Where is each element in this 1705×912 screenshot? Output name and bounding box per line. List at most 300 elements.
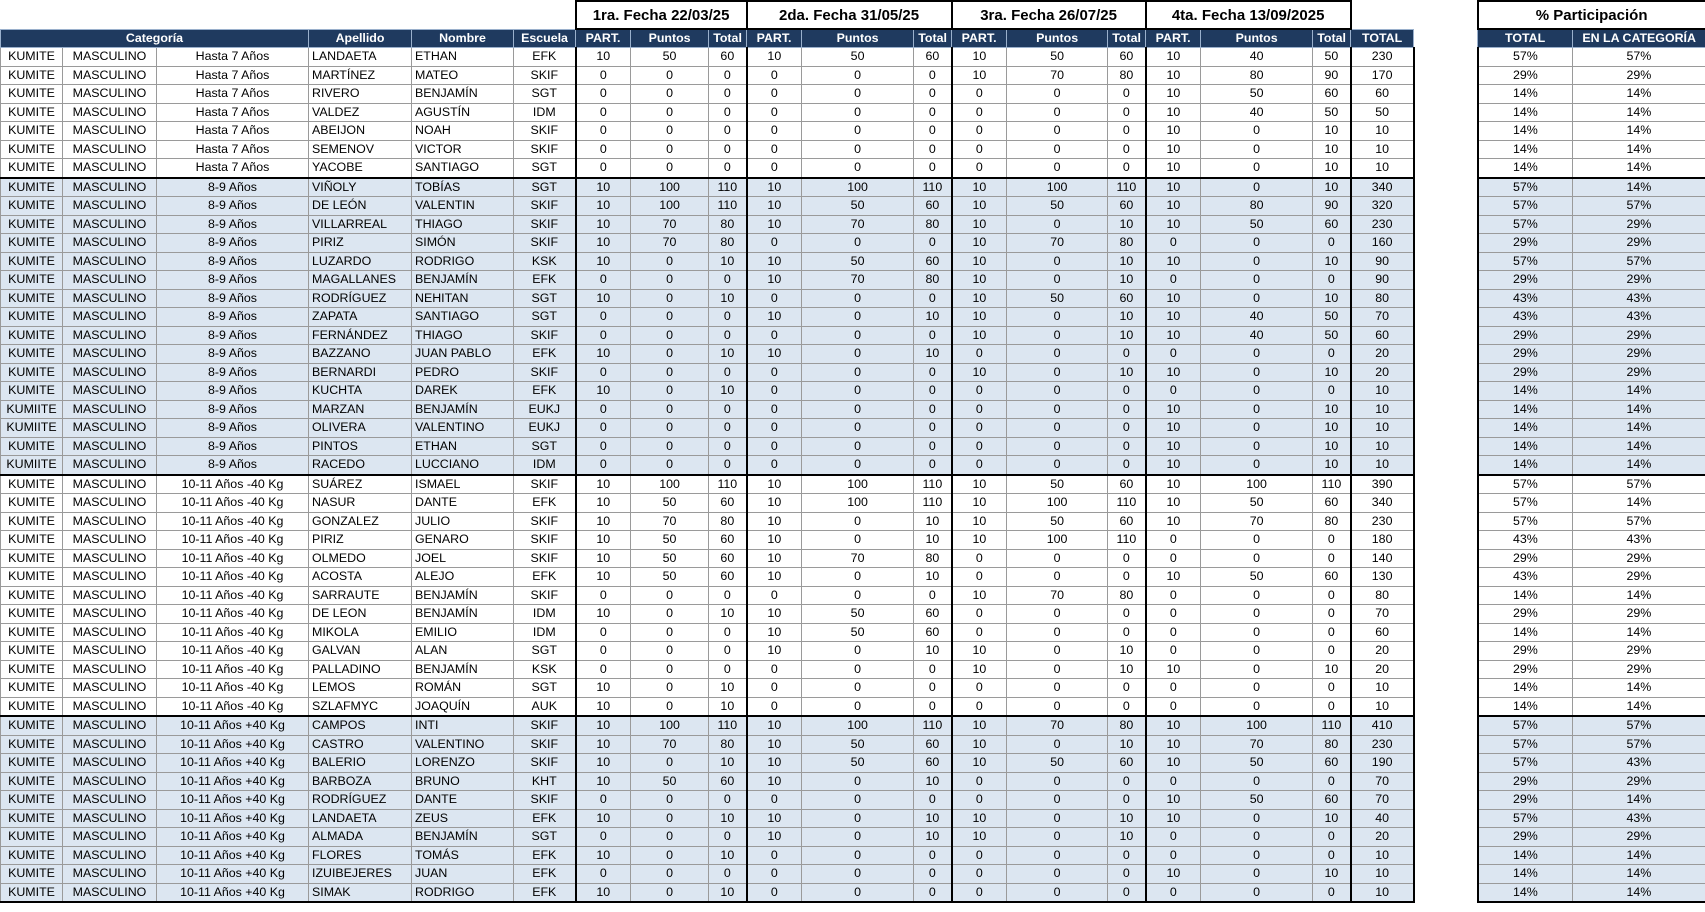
cell-part-4: 0 — [1146, 382, 1201, 401]
header-part-4: PART. — [1146, 29, 1201, 48]
cell-escuela: KHT — [514, 772, 576, 791]
cell-total-4: 60 — [1313, 754, 1351, 773]
cell-puntos-1: 0 — [631, 883, 709, 902]
cell-pct-total: 57% — [1478, 809, 1573, 828]
cell-puntos-2: 0 — [802, 772, 914, 791]
table-row — [1, 679, 1705, 698]
cell-part-4: 0 — [1146, 605, 1201, 624]
cell-nombre: RODRIGO — [412, 883, 514, 902]
cell-part-4: 10 — [1146, 865, 1201, 884]
cell-pct-total: 57% — [1478, 512, 1573, 531]
sheet-body — [1, 48, 1705, 903]
cell-part-2: 10 — [747, 828, 802, 847]
cell-genero: MASCULINO — [63, 772, 157, 791]
cell-total-3: 80 — [1108, 586, 1146, 605]
cell-total-2: 60 — [914, 197, 952, 216]
cell-modalidad: KUMITE — [1, 326, 63, 345]
cell-nombre: DAREK — [412, 382, 514, 401]
cell-genero: MASCULINO — [63, 883, 157, 902]
cell-nombre: BENJAMÍN — [412, 400, 514, 419]
cell-gap — [1414, 828, 1478, 847]
cell-puntos-4: 40 — [1201, 103, 1313, 122]
cell-modalidad: KUMITE — [1, 48, 63, 67]
cell-puntos-3: 50 — [1007, 197, 1108, 216]
cell-genero: MASCULINO — [63, 252, 157, 271]
header-apellido: Apellido — [309, 29, 412, 48]
cell-part-4: 10 — [1146, 326, 1201, 345]
cell-escuela: SGT — [514, 159, 576, 178]
cell-total-1: 10 — [709, 754, 747, 773]
cell-total-1: 0 — [709, 308, 747, 327]
cell-categoria: 10-11 Años -40 Kg — [157, 475, 309, 494]
cell-pct-categoria: 29% — [1573, 605, 1705, 624]
cell-puntos-3: 0 — [1007, 791, 1108, 810]
header-total-2: Total — [914, 29, 952, 48]
cell-total-4: 0 — [1313, 828, 1351, 847]
cell-escuela: EFK — [514, 883, 576, 902]
cell-apellido: LUZARDO — [309, 252, 412, 271]
cell-puntos-4: 0 — [1201, 363, 1313, 382]
cell-total-4: 0 — [1313, 549, 1351, 568]
cell-part-1: 0 — [576, 642, 631, 661]
cell-modalidad: KUMITE — [1, 754, 63, 773]
cell-gap — [1414, 48, 1478, 67]
cell-total-3: 60 — [1108, 754, 1146, 773]
table-row — [1, 754, 1705, 773]
cell-pct-total: 14% — [1478, 382, 1573, 401]
cell-puntos-4: 70 — [1201, 735, 1313, 754]
cell-puntos-3: 0 — [1007, 456, 1108, 475]
cell-genero: MASCULINO — [63, 122, 157, 141]
cell-part-3: 0 — [952, 103, 1007, 122]
cell-pct-total: 29% — [1478, 345, 1573, 364]
header-total-3: Total — [1108, 29, 1146, 48]
cell-part-4: 10 — [1146, 475, 1201, 494]
table-row — [1, 512, 1705, 531]
cell-apellido: BALERIO — [309, 754, 412, 773]
cell-part-3: 10 — [952, 512, 1007, 531]
cell-modalidad: KUMITE — [1, 494, 63, 513]
cell-total-2: 0 — [914, 883, 952, 902]
cell-pct-categoria: 14% — [1573, 791, 1705, 810]
cell-total-1: 0 — [709, 103, 747, 122]
cell-modalidad: KUMITE — [1, 308, 63, 327]
cell-part-3: 0 — [952, 865, 1007, 884]
cell-nombre: EMILIO — [412, 623, 514, 642]
cell-part-3: 0 — [952, 437, 1007, 456]
cell-pct-categoria: 57% — [1573, 252, 1705, 271]
cell-part-3: 10 — [952, 735, 1007, 754]
cell-grand-total: 230 — [1351, 48, 1414, 67]
cell-pct-total: 14% — [1478, 679, 1573, 698]
cell-escuela: EUKJ — [514, 400, 576, 419]
cell-puntos-1: 0 — [631, 437, 709, 456]
cell-puntos-2: 50 — [802, 754, 914, 773]
cell-puntos-1: 0 — [631, 66, 709, 85]
cell-part-3: 10 — [952, 475, 1007, 494]
cell-categoria: 8-9 Años — [157, 308, 309, 327]
cell-pct-categoria: 14% — [1573, 400, 1705, 419]
cell-total-4: 80 — [1313, 735, 1351, 754]
cell-total-4: 80 — [1313, 512, 1351, 531]
table-row — [1, 48, 1705, 67]
cell-total-2: 0 — [914, 846, 952, 865]
cell-part-2: 10 — [747, 48, 802, 67]
cell-grand-total: 20 — [1351, 642, 1414, 661]
cell-part-4: 10 — [1146, 48, 1201, 67]
cell-puntos-1: 0 — [631, 586, 709, 605]
cell-genero: MASCULINO — [63, 140, 157, 159]
cell-total-1: 110 — [709, 475, 747, 494]
cell-part-2: 0 — [747, 419, 802, 438]
cell-part-4: 10 — [1146, 809, 1201, 828]
cell-escuela: IDM — [514, 456, 576, 475]
cell-puntos-1: 0 — [631, 122, 709, 141]
cell-escuela: SKIF — [514, 234, 576, 253]
cell-modalidad: KUMITE — [1, 549, 63, 568]
cell-apellido: PIRIZ — [309, 234, 412, 253]
cell-apellido: RODRÍGUEZ — [309, 791, 412, 810]
table-row — [1, 437, 1705, 456]
cell-categoria: 10-11 Años -40 Kg — [157, 605, 309, 624]
cell-puntos-3: 0 — [1007, 623, 1108, 642]
cell-total-3: 110 — [1108, 178, 1146, 197]
cell-categoria: 10-11 Años +40 Kg — [157, 791, 309, 810]
cell-pct-categoria: 43% — [1573, 308, 1705, 327]
cell-pct-categoria: 43% — [1573, 289, 1705, 308]
cell-part-4: 0 — [1146, 772, 1201, 791]
cell-modalidad: KUMITE — [1, 512, 63, 531]
blank-spacer — [1351, 1, 1414, 29]
cell-part-3: 10 — [952, 271, 1007, 290]
cell-escuela: EFK — [514, 345, 576, 364]
cell-total-1: 60 — [709, 494, 747, 513]
cell-part-1: 0 — [576, 66, 631, 85]
cell-part-2: 10 — [747, 308, 802, 327]
cell-puntos-3: 0 — [1007, 122, 1108, 141]
cell-total-2: 80 — [914, 215, 952, 234]
cell-total-3: 80 — [1108, 716, 1146, 735]
cell-puntos-4: 0 — [1201, 846, 1313, 865]
cell-total-4: 10 — [1313, 159, 1351, 178]
cell-total-4: 0 — [1313, 234, 1351, 253]
cell-puntos-1: 50 — [631, 531, 709, 550]
cell-total-2: 0 — [914, 456, 952, 475]
cell-puntos-1: 50 — [631, 549, 709, 568]
cell-total-2: 10 — [914, 512, 952, 531]
cell-part-4: 10 — [1146, 103, 1201, 122]
cell-puntos-4: 0 — [1201, 159, 1313, 178]
cell-apellido: DE LEON — [309, 605, 412, 624]
cell-pct-total: 14% — [1478, 103, 1573, 122]
cell-genero: MASCULINO — [63, 531, 157, 550]
cell-apellido: YACOBE — [309, 159, 412, 178]
cell-genero: MASCULINO — [63, 679, 157, 698]
cell-total-3: 60 — [1108, 512, 1146, 531]
cell-total-1: 110 — [709, 197, 747, 216]
cell-total-1: 0 — [709, 326, 747, 345]
cell-nombre: ALEJO — [412, 568, 514, 587]
cell-modalidad: KUMITE — [1, 660, 63, 679]
cell-total-2: 0 — [914, 289, 952, 308]
cell-part-2: 0 — [747, 437, 802, 456]
cell-gap — [1414, 103, 1478, 122]
cell-total-3: 80 — [1108, 66, 1146, 85]
cell-genero: MASCULINO — [63, 308, 157, 327]
cell-part-2: 10 — [747, 716, 802, 735]
cell-gap — [1414, 326, 1478, 345]
cell-pct-categoria: 14% — [1573, 382, 1705, 401]
cell-nombre: JUAN PABLO — [412, 345, 514, 364]
cell-puntos-3: 0 — [1007, 140, 1108, 159]
cell-puntos-4: 0 — [1201, 345, 1313, 364]
cell-part-4: 0 — [1146, 697, 1201, 716]
cell-puntos-3: 0 — [1007, 308, 1108, 327]
cell-puntos-3: 0 — [1007, 326, 1108, 345]
cell-puntos-4: 0 — [1201, 400, 1313, 419]
table-row — [1, 549, 1705, 568]
cell-pct-categoria: 14% — [1573, 494, 1705, 513]
cell-total-3: 0 — [1108, 159, 1146, 178]
cell-puntos-4: 0 — [1201, 382, 1313, 401]
cell-puntos-4: 40 — [1201, 48, 1313, 67]
cell-pct-total: 14% — [1478, 865, 1573, 884]
cell-puntos-2: 0 — [802, 400, 914, 419]
cell-total-4: 0 — [1313, 883, 1351, 902]
cell-categoria: 8-9 Años — [157, 178, 309, 197]
cell-total-3: 0 — [1108, 122, 1146, 141]
cell-grand-total: 10 — [1351, 122, 1414, 141]
cell-pct-total: 14% — [1478, 159, 1573, 178]
cell-puntos-2: 50 — [802, 48, 914, 67]
table-row — [1, 605, 1705, 624]
cell-part-1: 0 — [576, 326, 631, 345]
cell-part-2: 10 — [747, 549, 802, 568]
table-row — [1, 363, 1705, 382]
cell-total-2: 0 — [914, 66, 952, 85]
cell-puntos-1: 100 — [631, 197, 709, 216]
cell-puntos-2: 70 — [802, 215, 914, 234]
cell-puntos-1: 100 — [631, 475, 709, 494]
cell-genero: MASCULINO — [63, 828, 157, 847]
cell-puntos-3: 0 — [1007, 252, 1108, 271]
blank-gap — [1414, 1, 1478, 29]
cell-puntos-2: 0 — [802, 382, 914, 401]
cell-grand-total: 70 — [1351, 772, 1414, 791]
cell-total-3: 0 — [1108, 679, 1146, 698]
cell-nombre: BENJAMÍN — [412, 828, 514, 847]
participacion-title: % Participación — [1478, 1, 1705, 29]
cell-puntos-1: 0 — [631, 791, 709, 810]
cell-puntos-3: 0 — [1007, 605, 1108, 624]
cell-modalidad: KUMIITE — [1, 456, 63, 475]
cell-part-3: 10 — [952, 716, 1007, 735]
cell-puntos-3: 0 — [1007, 419, 1108, 438]
cell-part-3: 10 — [952, 326, 1007, 345]
header-total-4: Total — [1313, 29, 1351, 48]
cell-puntos-1: 0 — [631, 605, 709, 624]
table-row — [1, 716, 1705, 735]
cell-total-4: 60 — [1313, 568, 1351, 587]
cell-puntos-4: 50 — [1201, 215, 1313, 234]
cell-apellido: GALVAN — [309, 642, 412, 661]
cell-nombre: SANTIAGO — [412, 159, 514, 178]
cell-total-3: 10 — [1108, 735, 1146, 754]
cell-total-1: 80 — [709, 215, 747, 234]
cell-nombre: DANTE — [412, 791, 514, 810]
cell-escuela: SGT — [514, 828, 576, 847]
cell-grand-total: 130 — [1351, 568, 1414, 587]
cell-part-4: 10 — [1146, 308, 1201, 327]
cell-part-4: 0 — [1146, 828, 1201, 847]
cell-categoria: 8-9 Años — [157, 234, 309, 253]
cell-grand-total: 10 — [1351, 140, 1414, 159]
cell-part-1: 0 — [576, 85, 631, 104]
cell-part-2: 0 — [747, 382, 802, 401]
cell-part-4: 10 — [1146, 791, 1201, 810]
cell-total-1: 10 — [709, 846, 747, 865]
cell-genero: MASCULINO — [63, 846, 157, 865]
cell-gap — [1414, 252, 1478, 271]
cell-gap — [1414, 382, 1478, 401]
table-row — [1, 883, 1705, 902]
cell-gap — [1414, 865, 1478, 884]
cell-puntos-2: 0 — [802, 122, 914, 141]
cell-total-4: 0 — [1313, 697, 1351, 716]
cell-puntos-3: 0 — [1007, 679, 1108, 698]
cell-modalidad: KUMITE — [1, 679, 63, 698]
cell-genero: MASCULINO — [63, 642, 157, 661]
cell-genero: MASCULINO — [63, 159, 157, 178]
cell-puntos-4: 40 — [1201, 326, 1313, 345]
cell-categoria: 10-11 Años +40 Kg — [157, 865, 309, 884]
cell-pct-total: 57% — [1478, 215, 1573, 234]
cell-genero: MASCULINO — [63, 791, 157, 810]
cell-total-2: 10 — [914, 642, 952, 661]
fecha-3-title: 3ra. Fecha 26/07/25 — [952, 1, 1146, 29]
cell-part-4: 10 — [1146, 400, 1201, 419]
cell-genero: MASCULINO — [63, 437, 157, 456]
cell-part-1: 10 — [576, 754, 631, 773]
cell-part-2: 10 — [747, 642, 802, 661]
cell-part-3: 10 — [952, 178, 1007, 197]
cell-puntos-4: 70 — [1201, 512, 1313, 531]
cell-part-3: 10 — [952, 809, 1007, 828]
cell-modalidad: KUMITE — [1, 289, 63, 308]
cell-modalidad: KUMITE — [1, 271, 63, 290]
cell-total-3: 0 — [1108, 382, 1146, 401]
cell-total-1: 60 — [709, 48, 747, 67]
cell-modalidad: KUMITE — [1, 623, 63, 642]
cell-total-2: 0 — [914, 122, 952, 141]
cell-part-1: 10 — [576, 846, 631, 865]
header-puntos-2: Puntos — [802, 29, 914, 48]
cell-total-4: 0 — [1313, 271, 1351, 290]
table-row — [1, 456, 1705, 475]
cell-total-2: 0 — [914, 159, 952, 178]
cell-escuela: SKIF — [514, 549, 576, 568]
cell-total-2: 10 — [914, 568, 952, 587]
cell-categoria: 8-9 Años — [157, 345, 309, 364]
cell-puntos-4: 80 — [1201, 197, 1313, 216]
cell-part-3: 0 — [952, 122, 1007, 141]
cell-escuela: SGT — [514, 679, 576, 698]
cell-total-1: 0 — [709, 586, 747, 605]
column-header-row — [1, 29, 1705, 48]
cell-apellido: RIVERO — [309, 85, 412, 104]
cell-part-2: 0 — [747, 697, 802, 716]
cell-grand-total: 140 — [1351, 549, 1414, 568]
cell-total-1: 0 — [709, 437, 747, 456]
cell-grand-total: 60 — [1351, 85, 1414, 104]
cell-apellido: LANDAETA — [309, 48, 412, 67]
cell-part-4: 0 — [1146, 623, 1201, 642]
cell-nombre: THIAGO — [412, 326, 514, 345]
cell-modalidad: KUMITE — [1, 437, 63, 456]
cell-apellido: OLMEDO — [309, 549, 412, 568]
cell-nombre: JOEL — [412, 549, 514, 568]
cell-puntos-1: 0 — [631, 828, 709, 847]
cell-puntos-4: 0 — [1201, 605, 1313, 624]
cell-modalidad: KUMITE — [1, 716, 63, 735]
cell-apellido: PIRIZ — [309, 531, 412, 550]
cell-total-1: 0 — [709, 865, 747, 884]
cell-puntos-3: 70 — [1007, 716, 1108, 735]
cell-total-4: 110 — [1313, 475, 1351, 494]
cell-categoria: 10-11 Años +40 Kg — [157, 828, 309, 847]
cell-escuela: SGT — [514, 178, 576, 197]
cell-gap — [1414, 531, 1478, 550]
cell-pct-total: 14% — [1478, 456, 1573, 475]
cell-genero: MASCULINO — [63, 178, 157, 197]
cell-modalidad: KUMITE — [1, 846, 63, 865]
cell-puntos-1: 70 — [631, 234, 709, 253]
cell-apellido: PALLADINO — [309, 660, 412, 679]
header-escuela: Escuela — [514, 29, 576, 48]
cell-grand-total: 170 — [1351, 66, 1414, 85]
cell-nombre: ZEUS — [412, 809, 514, 828]
cell-puntos-3: 70 — [1007, 234, 1108, 253]
cell-pct-categoria: 14% — [1573, 159, 1705, 178]
cell-total-4: 0 — [1313, 846, 1351, 865]
cell-puntos-1: 0 — [631, 308, 709, 327]
cell-nombre: VALENTINO — [412, 419, 514, 438]
table-row — [1, 809, 1705, 828]
cell-gap — [1414, 883, 1478, 902]
cell-apellido: BARBOZA — [309, 772, 412, 791]
cell-part-1: 10 — [576, 382, 631, 401]
cell-genero: MASCULINO — [63, 716, 157, 735]
cell-puntos-2: 0 — [802, 456, 914, 475]
cell-categoria: Hasta 7 Años — [157, 122, 309, 141]
cell-grand-total: 340 — [1351, 178, 1414, 197]
cell-puntos-1: 0 — [631, 289, 709, 308]
cell-puntos-4: 0 — [1201, 642, 1313, 661]
cell-total-4: 0 — [1313, 772, 1351, 791]
cell-total-4: 10 — [1313, 456, 1351, 475]
cell-pct-categoria: 14% — [1573, 419, 1705, 438]
cell-apellido: SARRAUTE — [309, 586, 412, 605]
cell-pct-categoria: 14% — [1573, 697, 1705, 716]
cell-total-4: 50 — [1313, 326, 1351, 345]
cell-grand-total: 230 — [1351, 512, 1414, 531]
cell-part-3: 10 — [952, 252, 1007, 271]
cell-part-3: 0 — [952, 568, 1007, 587]
cell-puntos-1: 0 — [631, 103, 709, 122]
cell-categoria: 8-9 Años — [157, 197, 309, 216]
cell-part-3: 10 — [952, 234, 1007, 253]
cell-total-1: 0 — [709, 456, 747, 475]
